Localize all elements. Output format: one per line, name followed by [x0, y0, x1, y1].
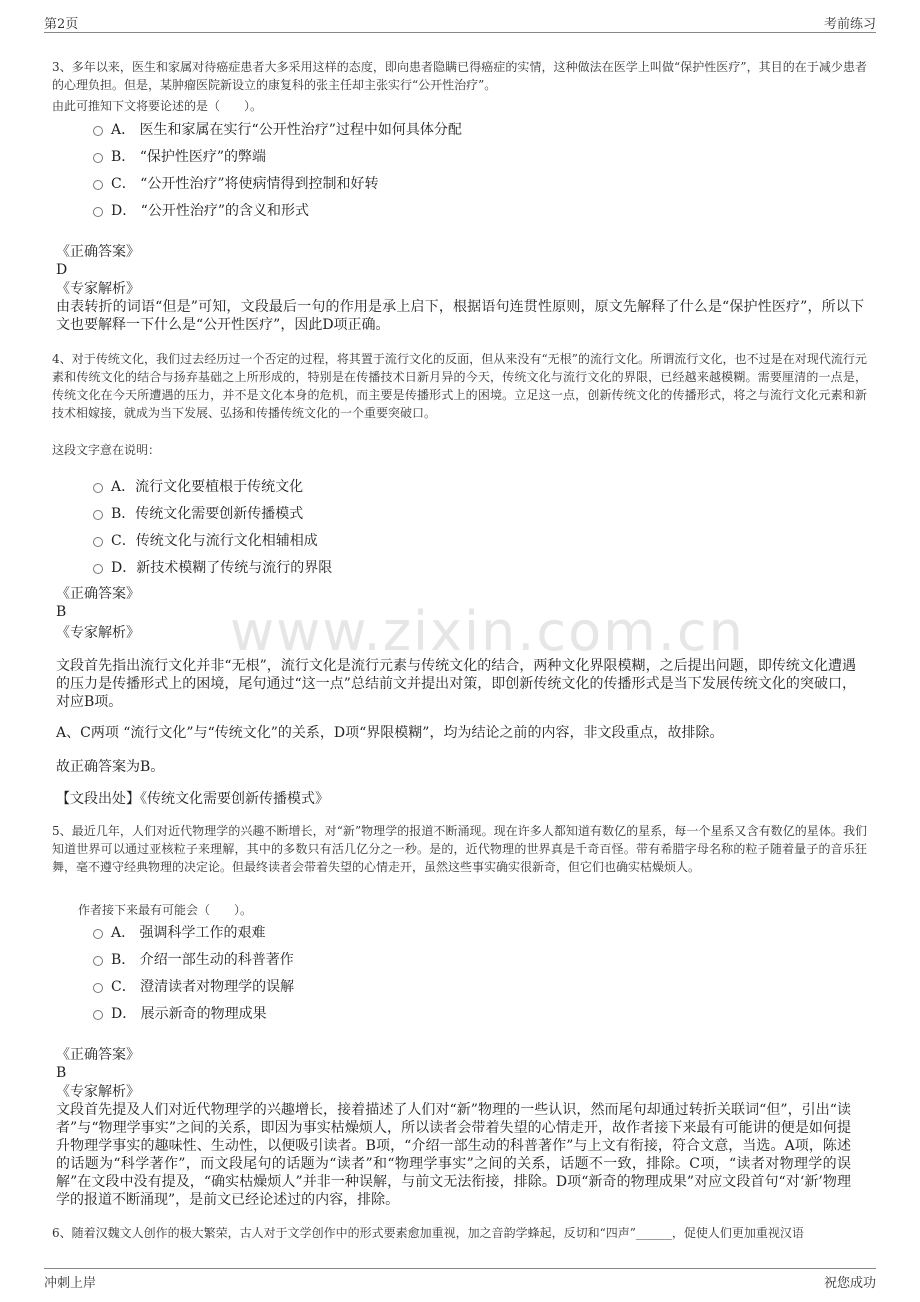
footer-right: 祝您成功	[823, 1276, 876, 1291]
footer-left: 冲刺上岸	[44, 1276, 97, 1291]
question-5-analysis: 文段首先提及人们对近代物理学的兴趣增长，接着描述了人们对“新”物理的一些认识，然而尾句却通过转折关联词“但”，引出“读者”与“物理学事实”之间的关系，即因为事实枯燥烦人，所以读者会带着失望的心情走开，故作者接下来最有可能讲的便是如何提升物理学事实的趣味性、生动性，以便吸引读者。B项，“介绍一部生动的科普著作”与上文有衔接，符合文意，当选。A项，陈述的话题为“科学著作”，而文段尾句的话题为“读者”和“物理学事实”之间的关系，话题不一致，排除。C项，“读者对物理学的误解”在文段中没有提及，“确实枯燥烦人”并非一种误解，与前文无法衔接，排除。D项“新奇的物理成果”对应文段首句“对‘新’物理学的报道不断涌现”，是前文已经论述过的内容，排除。	[56, 1102, 851, 1208]
radio-icon[interactable]	[93, 983, 103, 993]
question-5-option-b[interactable]: B． 介绍一部生动的科普著作	[93, 949, 294, 969]
question-3-prompt: 由此可推知下文将要论述的是（ ）。	[52, 99, 263, 113]
question-6-text: 6、随着汉魏文人创作的极大繁荣，古人对于文学创作中的形式要素愈加重视，加之音韵学蜂起，反切和“四声”______，促使人们更加重视汉语	[52, 1226, 804, 1240]
radio-icon[interactable]	[93, 1010, 103, 1020]
question-3-analysis-label: 《专家解析》	[56, 281, 140, 297]
radio-icon[interactable]	[93, 564, 103, 574]
radio-icon[interactable]	[93, 510, 103, 520]
radio-icon[interactable]	[93, 207, 103, 217]
question-5-option-d[interactable]: D． 展示新奇的物理成果	[93, 1003, 267, 1023]
radio-icon[interactable]	[93, 956, 103, 966]
question-3-option-b[interactable]: B． “保护性医疗”的弊端	[93, 146, 266, 166]
page-header	[44, 13, 876, 32]
radio-icon[interactable]	[93, 126, 103, 136]
question-3-analysis: 由表转折的词语“但是”可知，文段最后一句的作用是承上启下，根据语句连贯性原则，原文先解释了什么是“保护性医疗”，所以下文也要解释一下什么是“公开性医疗”，因此D项正确。	[56, 299, 864, 333]
question-3-answer: D	[56, 262, 68, 278]
page-footer	[44, 1272, 876, 1291]
question-4-option-c[interactable]: C．传统文化与流行文化相辅相成	[93, 530, 318, 550]
question-3-answer-label: 《正确答案》	[56, 244, 140, 260]
question-4-text: 4、对于传统文化，我们过去经历过一个否定的过程，将其置于流行文化的反面，但从来没有“无根”的流行文化。所谓流行文化，也不过是在对现代流行元素和传统文化的结合与扬弃基础之上所形成的，特别是在传播技术日新月异的今天，传统文化与流行文化的界限，已经越来越模糊。需要厘清的一点是，传统文化在今天所遭遇的压力，并不是文化本身的危机，而主要是传播形式上的困境。立足这一点，创新传统文化的传播形式，将之与流行文化元素和新技术相嫁接，就成为当下发展、弘扬和传播传统文化的一个重要突破口。	[52, 352, 867, 420]
question-3-text: 3、多年以来，医生和家属对待癌症患者大多采用这样的态度，即向患者隐瞒已得癌症的实情，这种做法在医学上叫做“保护性医疗”，其目的在于减少患者的心理负担。但是，某肿瘤医院新设立的康复科的张主任却主张实行“公开性治疗”。	[52, 60, 867, 92]
question-4-answer: B	[56, 604, 67, 620]
question-4-answer-label: 《正确答案》	[56, 586, 140, 602]
watermark: www.zixin.com.cn	[230, 600, 745, 663]
question-5-text: 5、最近几年，人们对近代物理学的兴趣不断增长，对“新”物理学的报道不断涌现。现在许多人都知道有数亿的星系，每一个星系又含有数亿的星体。我们知道世界可以通过亚核粒子来理解，其中的多数只有活几亿分之一秒。是的，近代物理的世界真是千奇百怪。带有希腊字母名称的粒子随着量子的音乐狂舞，毫不遵守经典物理的决定论。但最终读者会带着失望的心情走开，虽然这些事实确实很新奇，但它们也确实枯燥烦人。	[52, 824, 867, 874]
question-5-prompt: 作者接下来最有可能会（ ）。	[78, 903, 253, 917]
question-4-analysis-label: 《专家解析》	[56, 625, 140, 641]
question-5-answer-label: 《正确答案》	[56, 1047, 140, 1063]
question-4-option-b[interactable]: B．传统文化需要创新传播模式	[93, 503, 303, 523]
question-4-analysis-2: A、C两项 “流行文化”与“传统文化”的关系，D项“界限模糊”，均为结论之前的内容，非文段重点，故排除。	[56, 725, 724, 741]
question-4-analysis-1: 文段首先指出流行文化并非“无根”，流行文化是流行元素与传统文化的结合，两种文化界限模糊，之后提出问题，即传统文化遭遇的压力是传播形式上的困境，尾句通过“这一点”总结前文并提出对策，即创新传统文化的传播形式是当下发展传统文化的突破口，对应B项。	[56, 658, 856, 710]
question-4-option-d[interactable]: D．新技术模糊了传统与流行的界限	[93, 557, 332, 577]
header-divider	[44, 32, 876, 33]
question-5-analysis-label: 《专家解析》	[56, 1084, 140, 1100]
question-4-option-a[interactable]: A．流行文化要植根于传统文化	[93, 476, 303, 496]
radio-icon[interactable]	[93, 180, 103, 190]
question-3-option-a[interactable]: A． 医生和家属在实行“公开性治疗”过程中如何具体分配	[93, 119, 462, 139]
question-4-analysis-3: 故正确答案为B。	[56, 759, 165, 775]
page-number: 第2页	[44, 17, 79, 32]
question-4-prompt: 这段文字意在说明：	[52, 443, 161, 457]
radio-icon[interactable]	[93, 483, 103, 493]
radio-icon[interactable]	[93, 537, 103, 547]
footer-divider	[44, 1268, 876, 1269]
question-4-source: 【文段出处】《传统文化需要创新传播模式》	[56, 791, 329, 807]
radio-icon[interactable]	[93, 153, 103, 163]
radio-icon[interactable]	[93, 929, 103, 939]
question-3-option-d[interactable]: D． “公开性治疗”的含义和形式	[93, 200, 309, 220]
header-title: 考前练习	[823, 17, 876, 32]
question-5-option-a[interactable]: A． 强调科学工作的艰难	[93, 922, 266, 942]
question-5-option-c[interactable]: C． 澄清读者对物理学的误解	[93, 976, 294, 996]
question-3-option-c[interactable]: C． “公开性治疗”将使病情得到控制和好转	[93, 173, 378, 193]
question-5-answer: B	[56, 1065, 67, 1081]
